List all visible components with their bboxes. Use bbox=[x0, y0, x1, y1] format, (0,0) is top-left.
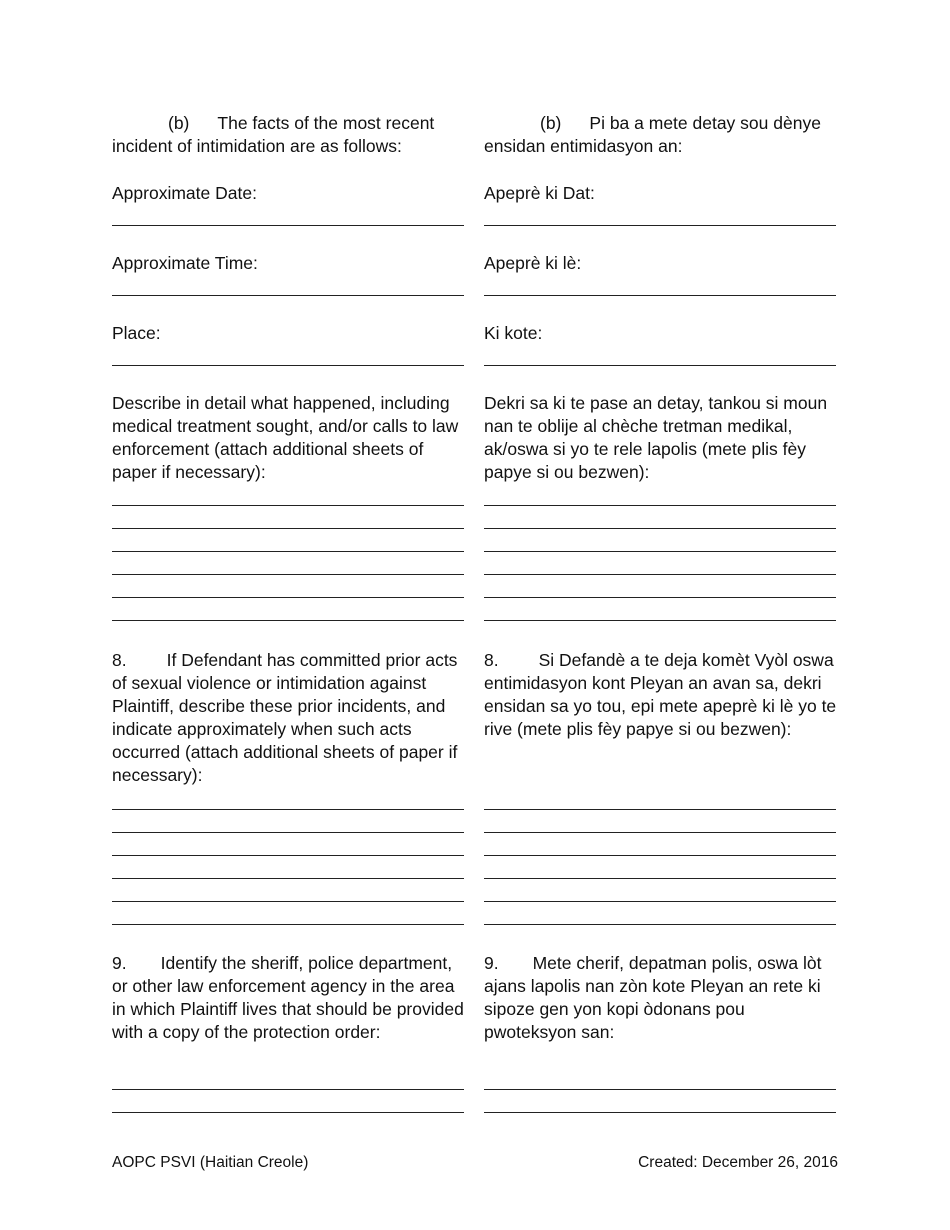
date-blank-line[interactable] bbox=[112, 225, 464, 226]
item-9-number: 9. bbox=[112, 953, 127, 973]
item-9-blank-line[interactable] bbox=[112, 1112, 464, 1113]
item-8-number: 8. bbox=[112, 650, 127, 670]
item-9-text: Identify the sheriff, police department, or other law enforcement agency in the area in which Plaintiff lives that should be provided with a copy of the protection order: bbox=[112, 953, 464, 1042]
describe-blank-line-creole[interactable] bbox=[484, 528, 836, 529]
describe-blank-line[interactable] bbox=[112, 551, 464, 552]
place-label: Place: bbox=[112, 323, 161, 343]
footer-created-date: Created: December 26, 2016 bbox=[638, 1154, 838, 1171]
date-label: Approximate Date: bbox=[112, 183, 257, 203]
describe-blank-line[interactable] bbox=[112, 620, 464, 621]
date-label-creole: Apeprè ki Dat: bbox=[484, 183, 595, 203]
section-b-text: The facts of the most recent incident of intimidation are as follows: bbox=[112, 113, 435, 156]
item-8-blank-line[interactable] bbox=[112, 924, 464, 925]
item-8-blank-line-creole[interactable] bbox=[484, 855, 836, 856]
section-b-heading-creole bbox=[484, 112, 839, 158]
describe-blank-line-creole[interactable] bbox=[484, 551, 836, 552]
item-9-creole bbox=[484, 952, 839, 1044]
item-9-number-creole: 9. bbox=[484, 953, 499, 973]
section-b-text-creole: Pi ba a mete detay sou dènye ensidan entimidasyon an: bbox=[484, 113, 821, 156]
describe-instructions-creole: Dekri sa ki te pase an detay, tankou si moun nan te oblije al chèche tretman medikal, ak/oswa si yo te rele lapolis (mete plis fèy papye si ou bezwen): bbox=[484, 393, 828, 482]
item-8-number-creole: 8. bbox=[484, 650, 499, 670]
item-9-blank-line[interactable] bbox=[112, 1089, 464, 1090]
item-8-blank-line-creole[interactable] bbox=[484, 832, 836, 833]
describe-blank-line[interactable] bbox=[112, 574, 464, 575]
date-blank-line-creole[interactable] bbox=[484, 225, 836, 226]
item-8-text: If Defendant has committed prior acts of sexual violence or intimidation against Plaintiff, describe these prior incidents, and indicate approximately when such acts occurred (attach additional sheets of paper if necessary): bbox=[112, 650, 458, 785]
time-blank-line[interactable] bbox=[112, 295, 464, 296]
describe-blank-line-creole[interactable] bbox=[484, 597, 836, 598]
item-9 bbox=[112, 952, 467, 1044]
section-b-marker: (b) bbox=[168, 113, 190, 133]
section-b-marker-creole: (b) bbox=[540, 113, 562, 133]
describe-blank-line[interactable] bbox=[112, 505, 464, 506]
item-8-blank-line-creole[interactable] bbox=[484, 809, 836, 810]
item-8-blank-line[interactable] bbox=[112, 809, 464, 810]
item-8-blank-line[interactable] bbox=[112, 832, 464, 833]
item-8-blank-line-creole[interactable] bbox=[484, 878, 836, 879]
item-8-creole bbox=[484, 649, 839, 741]
item-8-blank-line[interactable] bbox=[112, 878, 464, 879]
time-label-creole: Apeprè ki lè: bbox=[484, 253, 582, 273]
describe-blank-line-creole[interactable] bbox=[484, 505, 836, 506]
item-9-text-creole: Mete cherif, depatman polis, oswa lòt ajans lapolis nan zòn kote Pleyan an rete ki sipoze gen yon kopi òdonans pou pwoteksyon san: bbox=[484, 953, 822, 1042]
place-label-creole: Ki kote: bbox=[484, 323, 543, 343]
describe-blank-line-creole[interactable] bbox=[484, 574, 836, 575]
describe-blank-line-creole[interactable] bbox=[484, 620, 836, 621]
time-label: Approximate Time: bbox=[112, 253, 258, 273]
item-8-blank-line[interactable] bbox=[112, 901, 464, 902]
footer-form-id: AOPC PSVI (Haitian Creole) bbox=[112, 1154, 309, 1171]
item-9-blank-line-creole[interactable] bbox=[484, 1112, 836, 1113]
describe-instructions: Describe in detail what happened, including medical treatment sought, and/or calls to law enforcement (attach additional sheets of paper if necessary): bbox=[112, 393, 459, 482]
item-8-blank-line-creole[interactable] bbox=[484, 901, 836, 902]
item-8 bbox=[112, 649, 467, 787]
time-blank-line-creole[interactable] bbox=[484, 295, 836, 296]
section-b-heading bbox=[112, 112, 467, 158]
place-blank-line-creole[interactable] bbox=[484, 365, 836, 366]
describe-blank-line[interactable] bbox=[112, 597, 464, 598]
item-8-blank-line-creole[interactable] bbox=[484, 924, 836, 925]
item-9-blank-line-creole[interactable] bbox=[484, 1089, 836, 1090]
place-blank-line[interactable] bbox=[112, 365, 464, 366]
item-8-text-creole: Si Defandè a te deja komèt Vyòl oswa entimidasyon kont Pleyan an avan sa, dekri ensidan sa yo tou, epi mete apeprè ki lè yo te rive (mete plis fèy papye si ou bezwen): bbox=[484, 650, 837, 739]
item-8-blank-line[interactable] bbox=[112, 855, 464, 856]
describe-blank-line[interactable] bbox=[112, 528, 464, 529]
